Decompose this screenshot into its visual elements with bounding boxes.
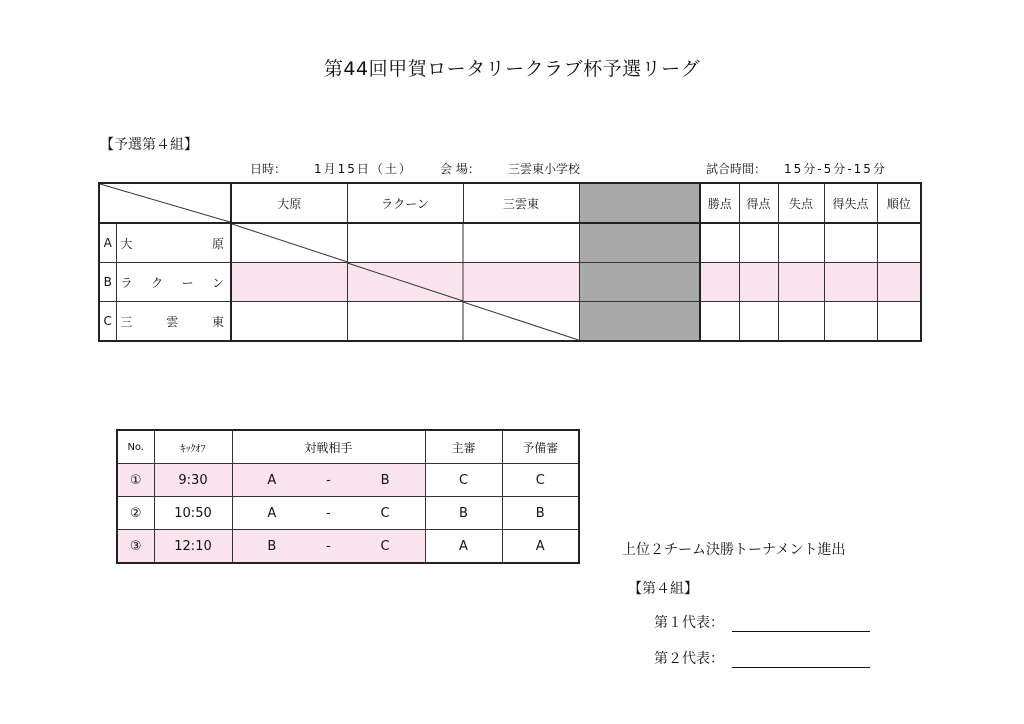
match-cells-a: [231, 223, 579, 263]
kickoff-time: 12:10: [154, 530, 232, 564]
stat-header-goal-difference: 得失点: [824, 183, 877, 223]
row-letter: B: [99, 263, 116, 302]
stat-header-points: 勝点: [700, 183, 739, 223]
stat-cell: [778, 223, 824, 263]
match-cells-c: [231, 302, 579, 342]
stat-cell: [877, 223, 921, 263]
match-number: ②: [117, 497, 154, 530]
column-header-team-a: 大原: [231, 183, 347, 223]
stat-cell: [877, 263, 921, 302]
schedule-header-no: No.: [117, 430, 154, 464]
stat-cell: [700, 302, 739, 342]
vs-dash: -: [326, 505, 331, 521]
stat-cell: [739, 223, 778, 263]
column-header-team-b: ラクーン: [347, 183, 463, 223]
match-cells-b: [231, 263, 579, 302]
time-value: 15分-5分-15分: [784, 162, 887, 176]
home-team: A: [267, 505, 277, 521]
page-title: 第44回甲賀ロータリークラブ杯予選リーグ: [323, 58, 701, 80]
representative-2-blank-line[interactable]: [732, 653, 870, 668]
schedule-header-row: [117, 430, 579, 464]
kickoff-time: 9:30: [154, 464, 232, 497]
home-team: B: [267, 538, 277, 554]
league-header-row: [99, 183, 921, 223]
stat-cell: [700, 263, 739, 302]
stat-cell: [824, 223, 877, 263]
row-letter: C: [99, 302, 116, 342]
sub-referee: C: [502, 464, 579, 497]
schedule-header-referee: 主審: [425, 430, 502, 464]
home-team: A: [267, 472, 277, 488]
row-letter: A: [99, 223, 116, 263]
representative-1-label: 第１代表：: [654, 615, 724, 631]
stat-cell: [877, 302, 921, 342]
match-number: ③: [117, 530, 154, 564]
away-team: B: [380, 472, 390, 488]
league-table: [98, 182, 922, 342]
representative-2: [654, 648, 870, 668]
self-match-diagonal: [232, 224, 579, 262]
league-row-c: [99, 302, 921, 342]
schedule-header-opponents: 対戦相手: [232, 430, 425, 464]
time-label: 試合時間：: [706, 162, 767, 176]
advance-group-label: 【第４組】: [628, 581, 698, 597]
group-label: 【予選第４組】: [100, 137, 198, 153]
stat-cell: [700, 223, 739, 263]
match-opponents: [232, 530, 425, 564]
row-team-name: 三雲東: [116, 302, 231, 342]
stat-cell: [824, 263, 877, 302]
stat-cell: [824, 302, 877, 342]
representative-1-blank-line[interactable]: [732, 617, 870, 632]
representative-2-label: 第２代表：: [654, 651, 724, 667]
stat-cell: [778, 302, 824, 342]
date-label: 日時：: [250, 162, 287, 176]
match-number: ①: [117, 464, 154, 497]
away-team: C: [380, 505, 390, 521]
schedule-row-1: [117, 464, 579, 497]
sub-referee: A: [502, 530, 579, 564]
gray-cell: [579, 302, 700, 342]
referee: B: [425, 497, 502, 530]
schedule-row-3: [117, 530, 579, 564]
venue-value: 三雲東小学校: [508, 162, 581, 176]
sub-referee: B: [502, 497, 579, 530]
stat-cell: [739, 302, 778, 342]
vs-dash: -: [326, 472, 331, 488]
date-value: 1月15日（土）: [314, 162, 413, 176]
column-header-team-c: 三雲東: [463, 183, 579, 223]
vs-dash: -: [326, 538, 331, 554]
match-opponents: [232, 464, 425, 497]
corner-diagonal-cell: [99, 183, 231, 223]
kickoff-time: 10:50: [154, 497, 232, 530]
row-team-name: ラクーン: [116, 263, 231, 302]
gray-column-header: [579, 183, 700, 223]
representative-1: [654, 612, 870, 632]
referee: C: [425, 464, 502, 497]
match-schedule-table: [116, 429, 580, 564]
stat-cell: [739, 263, 778, 302]
stat-header-goals-against: 失点: [778, 183, 824, 223]
schedule-row-2: [117, 497, 579, 530]
advance-title: 上位２チーム決勝トーナメント進出: [622, 542, 846, 558]
match-opponents: [232, 497, 425, 530]
stat-header-goals-for: 得点: [739, 183, 778, 223]
corner-diagonal-line: [100, 184, 230, 222]
schedule-header-kickoff: ｷｯｸｵﾌ: [154, 430, 232, 464]
league-row-a: [99, 223, 921, 263]
self-match-diagonal: [232, 263, 579, 301]
stat-header-rank: 順位: [877, 183, 921, 223]
league-row-b: [99, 263, 921, 302]
stat-cell: [778, 263, 824, 302]
row-team-name: 大原: [116, 223, 231, 263]
venue-label: 会 場：: [440, 162, 480, 176]
schedule-header-sub-referee: 予備審: [502, 430, 579, 464]
self-match-diagonal: [232, 302, 579, 340]
referee: A: [425, 530, 502, 564]
gray-cell: [579, 263, 700, 302]
gray-cell: [579, 223, 700, 263]
away-team: C: [380, 538, 390, 554]
